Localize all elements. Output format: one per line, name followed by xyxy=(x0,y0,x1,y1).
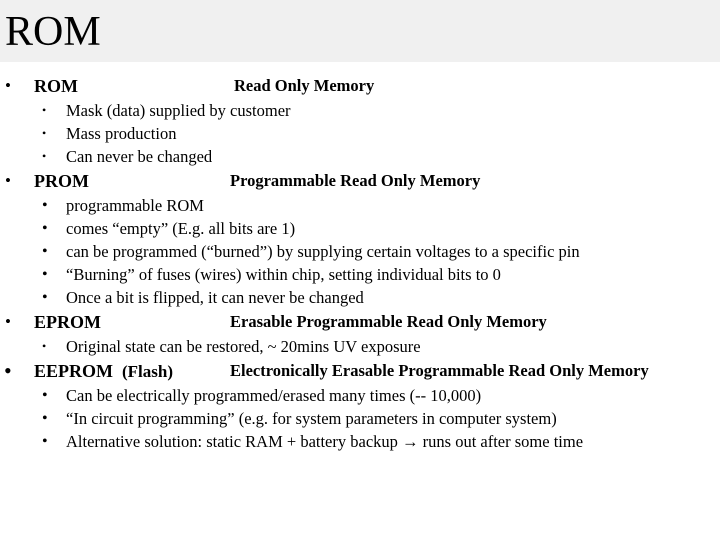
sub-bullet-icon: • xyxy=(42,339,47,353)
sub-bullet-icon: • xyxy=(42,103,47,117)
term-suffix: (Flash) xyxy=(122,362,173,381)
list-item xyxy=(0,407,720,430)
section-term: PROM xyxy=(34,171,89,191)
list-item xyxy=(0,335,720,358)
list-item-text: Mass production xyxy=(66,124,177,143)
bullet-icon: • xyxy=(4,358,12,383)
list-item xyxy=(0,194,720,217)
list-item-text: can be programmed (“burned”) by supplying certain voltages to a specific pin xyxy=(66,242,580,261)
bullet-icon: • xyxy=(5,312,11,331)
sub-list xyxy=(0,335,720,358)
list-item-text: “Burning” of fuses (wires) within chip, setting individual bits to 0 xyxy=(66,265,501,284)
sub-bullet-icon: • xyxy=(42,149,47,163)
sub-bullet-icon: • xyxy=(42,197,48,214)
list-item-text: Once a bit is flipped, it can never be changed xyxy=(66,288,364,307)
list-item-text: programmable ROM xyxy=(66,196,204,215)
list-item-text: Original state can be restored, ~ 20mins UV exposure xyxy=(66,337,421,356)
slide-content xyxy=(0,73,720,453)
list-item-text: Alternative solution: static RAM + battery backup → runs out after some time xyxy=(66,432,584,451)
list-item-text: comes “empty” (E.g. all bits are 1) xyxy=(66,219,296,238)
sub-bullet-icon: • xyxy=(42,266,48,283)
section-term: ROM xyxy=(34,76,78,96)
section-rom xyxy=(0,73,720,168)
sub-bullet-icon: • xyxy=(42,433,48,450)
section-expansion: Programmable Read Only Memory xyxy=(230,171,481,190)
list-item xyxy=(0,430,720,453)
list-item-text: Can never be changed xyxy=(66,147,213,166)
sub-list xyxy=(0,99,720,168)
sub-bullet-icon: • xyxy=(42,243,48,260)
list-item xyxy=(0,384,720,407)
section-heading xyxy=(0,358,720,384)
sub-bullet-icon: • xyxy=(42,220,48,237)
sub-list xyxy=(0,194,720,309)
section-heading xyxy=(0,309,720,335)
bullet-icon: • xyxy=(5,76,11,95)
sub-bullet-icon: • xyxy=(42,410,48,427)
list-item xyxy=(0,122,720,145)
list-item xyxy=(0,286,720,309)
section-expansion: Electronically Erasable Programmable Read Only Memory xyxy=(230,361,649,380)
sub-bullet-icon: • xyxy=(42,289,48,306)
sub-list xyxy=(0,384,720,453)
section-heading xyxy=(0,73,720,99)
sub-bullet-icon: • xyxy=(42,126,47,140)
term-text: EEPROM xyxy=(34,361,113,381)
section-eprom xyxy=(0,309,720,358)
title-bar xyxy=(0,0,720,62)
section-term: EPROM xyxy=(34,312,101,332)
list-item-text: “In circuit programming” (e.g. for system parameters in computer system) xyxy=(66,409,557,428)
sub-bullet-icon: • xyxy=(42,387,48,404)
section-heading xyxy=(0,168,720,194)
bullet-icon: • xyxy=(5,171,11,190)
list-item-text: Mask (data) supplied by customer xyxy=(66,101,291,120)
list-item xyxy=(0,99,720,122)
section-prom xyxy=(0,168,720,309)
section-expansion: Read Only Memory xyxy=(234,76,375,95)
list-item-text: Can be electrically programmed/erased many times (-- 10,000) xyxy=(66,386,482,405)
slide-title: ROM xyxy=(5,9,101,55)
section-eeprom xyxy=(0,358,720,453)
section-expansion: Erasable Programmable Read Only Memory xyxy=(230,312,547,331)
section-term xyxy=(34,358,173,385)
list-item xyxy=(0,217,720,240)
list-item xyxy=(0,145,720,168)
list-item xyxy=(0,240,720,263)
list-item xyxy=(0,263,720,286)
